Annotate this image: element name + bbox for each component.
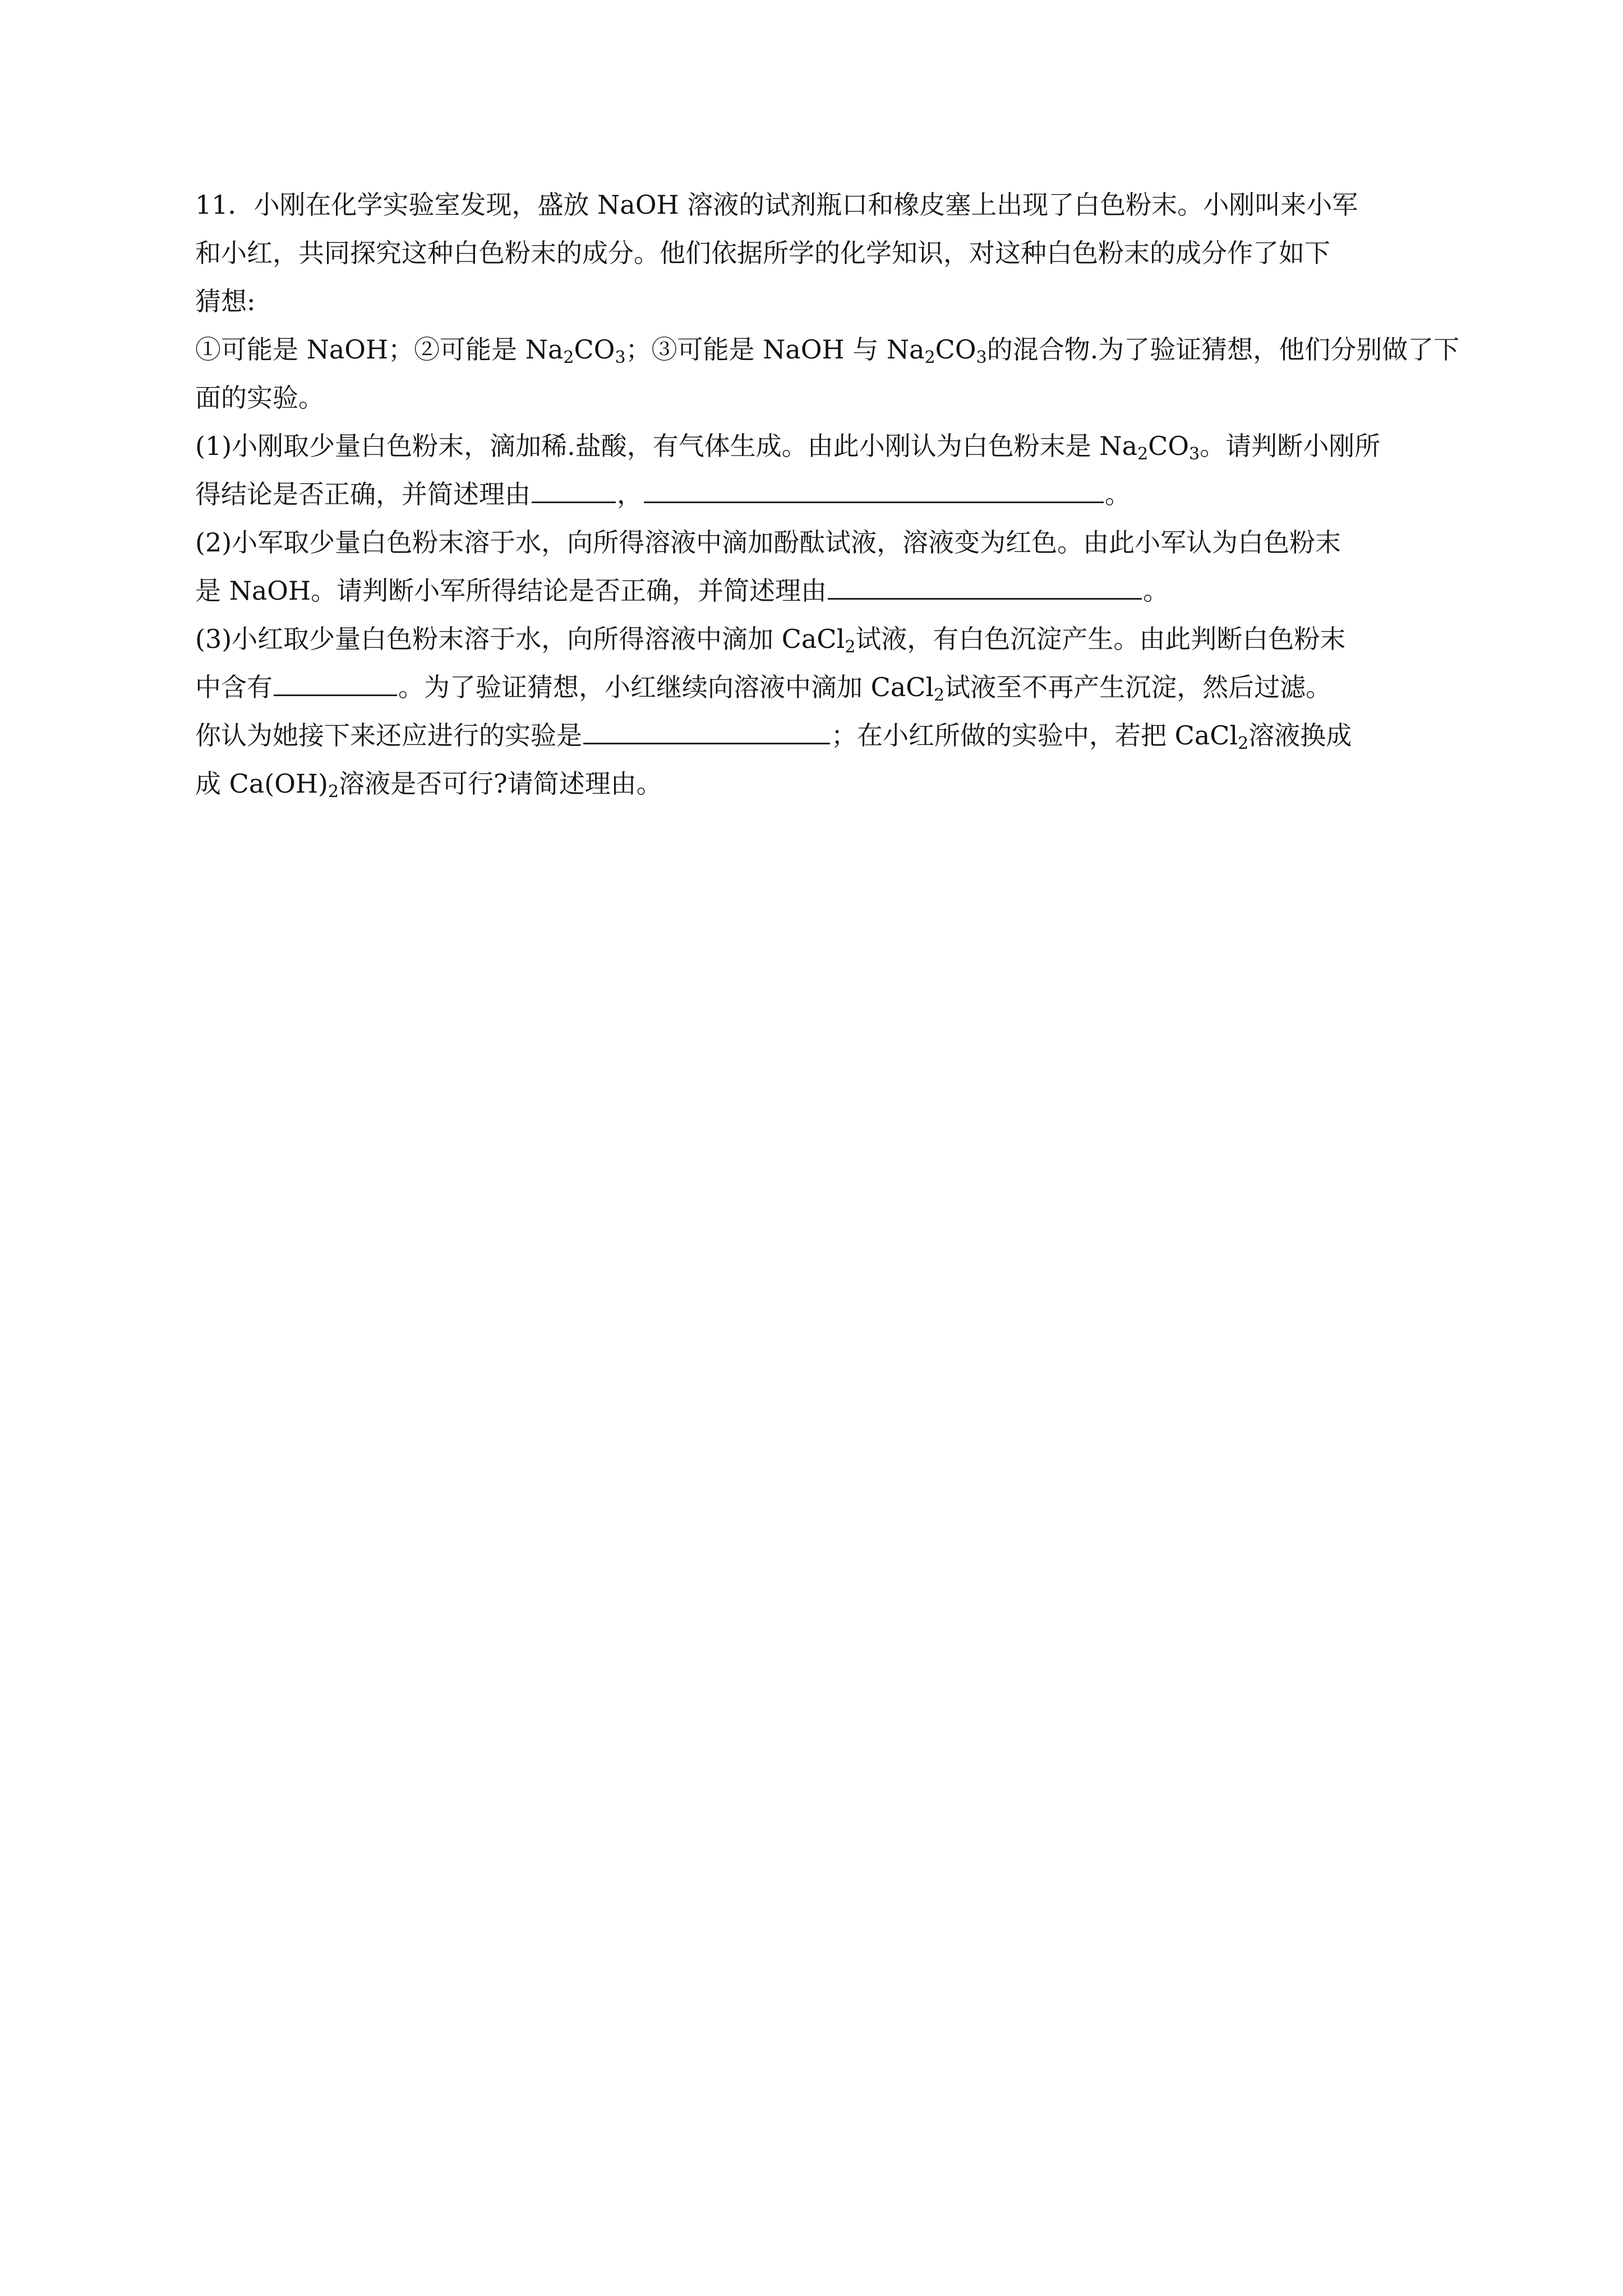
part-2-line-2 bbox=[195, 567, 1446, 615]
part-3-line-2 bbox=[195, 663, 1446, 711]
part-1-text: 。 bbox=[1105, 479, 1131, 509]
hypothesis-text: CO bbox=[935, 334, 976, 365]
question-intro-line-3: 猜想: bbox=[195, 286, 256, 316]
part-3-text: 试液至不再产生沉淀，然后过滤。 bbox=[944, 672, 1332, 702]
part-1-line-2 bbox=[195, 470, 1446, 518]
hypotheses-line-2: 面的实验。 bbox=[195, 383, 324, 413]
part-3-text: 溶液是否可行?请简述理由。 bbox=[339, 769, 662, 799]
part-3-text: 溶液换成 bbox=[1248, 720, 1352, 751]
answer-blank-1a[interactable] bbox=[532, 476, 616, 503]
subscript: 2 bbox=[328, 782, 339, 802]
hypothesis-text: CO bbox=[574, 334, 615, 365]
part-1-line-1 bbox=[195, 422, 1446, 470]
answer-blank-2[interactable] bbox=[828, 572, 1142, 600]
part-3-text: 你认为她接下来还应进行的实验是 bbox=[195, 720, 582, 751]
subscript: 2 bbox=[845, 637, 856, 657]
part-1-text: 得结论是否正确，并简述理由 bbox=[195, 479, 531, 509]
part-1-text: CO bbox=[1148, 431, 1189, 461]
answer-blank-1b[interactable] bbox=[644, 476, 1104, 503]
subscript: 2 bbox=[934, 685, 945, 705]
subscript: 3 bbox=[615, 348, 626, 367]
part-2-text: 。 bbox=[1143, 576, 1169, 606]
subscript: 2 bbox=[1238, 734, 1249, 753]
part-3-text: 。为了验证猜想，小红继续向溶液中滴加 CaCl bbox=[398, 672, 934, 702]
subscript: 2 bbox=[1137, 444, 1149, 464]
answer-blank-3b[interactable] bbox=[583, 717, 830, 744]
part-1-text: 。请判断小刚所 bbox=[1200, 431, 1381, 461]
subscript: 3 bbox=[1189, 444, 1200, 464]
part-3-text: 中含有 bbox=[195, 672, 273, 702]
part-2-line-1: (2)小军取少量白色粉末溶于水，向所得溶液中滴加酚酞试液，溶液变为红色。由此小军认为白色粉末 bbox=[195, 527, 1341, 558]
part-3-text: 试液，有白色沉淀产生。由此判断白色粉末 bbox=[855, 624, 1346, 654]
part-3-line-3 bbox=[195, 711, 1446, 760]
part-2-text: 是 NaOH。请判断小军所得结论是否正确，并简述理由 bbox=[195, 576, 827, 606]
subscript: 2 bbox=[563, 348, 574, 367]
part-3-text: (3)小红取少量白色粉末溶于水，向所得溶液中滴加 CaCl bbox=[195, 624, 845, 654]
hypotheses-line-1 bbox=[195, 325, 1460, 374]
answer-blank-3a[interactable] bbox=[274, 669, 397, 696]
part-3-text: 成 Ca(OH) bbox=[195, 769, 328, 799]
part-3-line-1 bbox=[195, 615, 1446, 663]
question-11 bbox=[195, 181, 1460, 808]
hypothesis-text: 的混合物.为了验证猜想，他们分别做了下 bbox=[986, 334, 1460, 365]
part-1-text: ， bbox=[617, 479, 643, 509]
question-intro-line-1: 11．小刚在化学实验室发现，盛放 NaOH 溶液的试剂瓶口和橡皮塞上出现了白色粉末。小刚叫来小军 bbox=[195, 190, 1358, 220]
hypothesis-text: ；③可能是 NaOH 与 Na bbox=[625, 334, 925, 365]
part-1-text: (1)小刚取少量白色粉末，滴加稀.盐酸，有气体生成。由此小刚认为白色粉末是 Na bbox=[195, 431, 1138, 461]
part-3-text: ；在小红所做的实验中，若把 CaCl bbox=[831, 720, 1238, 751]
part-3-line-4 bbox=[195, 760, 1446, 808]
hypothesis-text: ①可能是 NaOH；②可能是 Na bbox=[195, 334, 564, 365]
question-intro-line-2: 和小红，共同探究这种白色粉末的成分。他们依据所学的化学知识，对这种白色粉末的成分作了如下 bbox=[195, 238, 1330, 268]
subscript: 2 bbox=[924, 348, 935, 367]
subscript: 3 bbox=[976, 348, 987, 367]
